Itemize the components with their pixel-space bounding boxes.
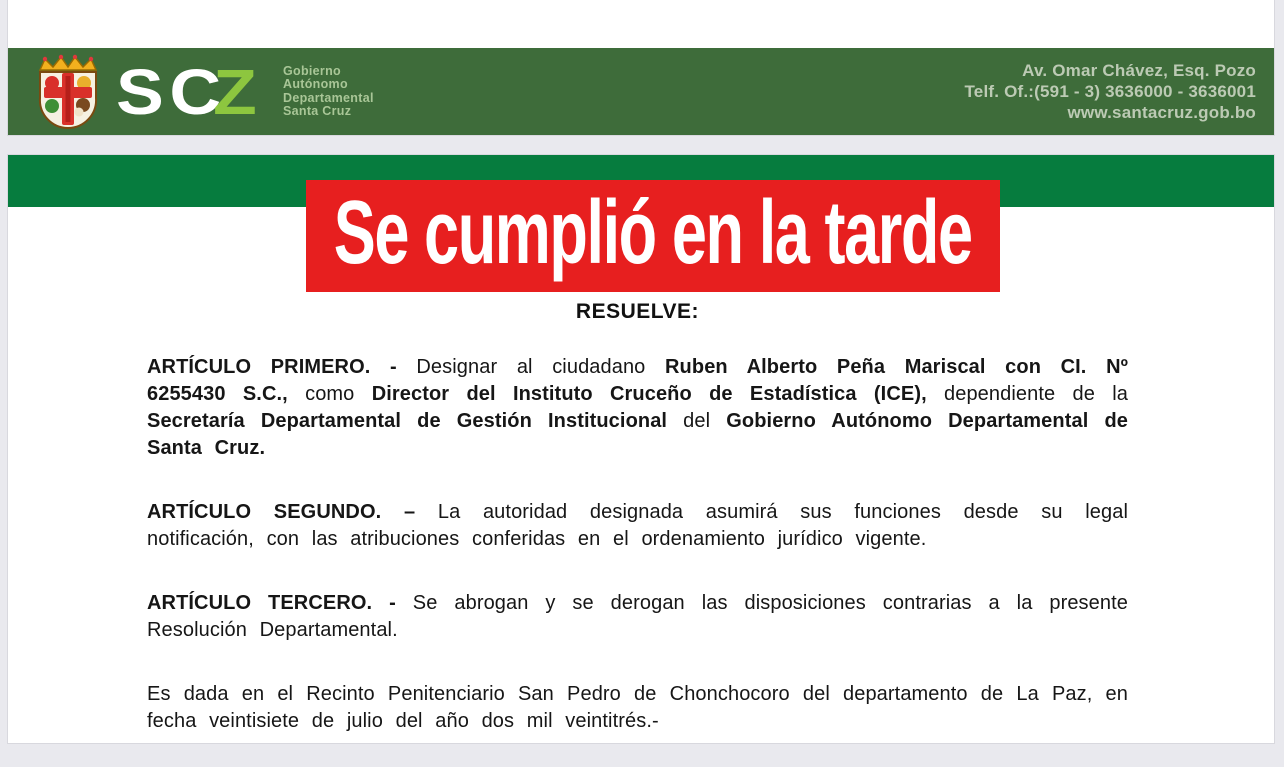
paragraph-segment: del [683,410,727,432]
letterhead-band [8,48,1274,135]
org-line: Departamental [283,90,374,105]
paragraph-bold-segment: Director del Instituto Cruceño de Estadística (ICE), [371,383,945,405]
document-paragraph [147,590,1128,644]
paragraph-segment: como [305,383,372,405]
org-line: Autónomo [283,77,348,91]
paragraph-bold-segment: Gobierno Autónomo Departamental de Santa Cruz. [147,410,1128,459]
paragraph-bold-segment: Secretaría Departamental de Gestión Institucional [147,410,684,432]
website-line: www.santacruz.gob.bo [1067,103,1256,122]
headline-text: Se cumplió en la tarde [334,182,972,283]
scz-logo-sc: SC [116,55,227,128]
address-line: Av. Omar Chávez, Esq. Pozo [1022,61,1256,80]
paragraph-segment: dependiente de la [944,383,1129,405]
paragraph-bold-segment: ARTÍCULO SEGUNDO. – [147,501,438,523]
paragraph-bold-segment: Ruben Alberto Peña Mariscal con CI. Nº 6255430 S.C., [147,356,1129,405]
paragraph-segment: Se abrogan y se derogan las disposiciones contrarias a la presente Resolución Departamental. [147,592,1128,641]
scz-logo-z: Z [212,55,263,128]
org-name [283,65,374,119]
document-paragraphs [147,354,1128,735]
document-page [8,155,1274,743]
document-heading: RESUELVE: [575,300,700,323]
document-body [147,300,1128,735]
paragraph-segment: Designar al ciudadano [416,356,666,378]
document-paragraph [147,354,1128,462]
paragraph-bold-segment: ARTÍCULO PRIMERO. - [147,356,417,378]
scz-logo [116,55,263,128]
document-paragraph [147,681,1128,735]
paragraph-bold-segment: ARTÍCULO TERCERO. - [147,592,413,614]
letterhead-sheet [8,0,1274,135]
org-line: Santa Cruz [283,104,352,118]
document-paragraph [147,499,1128,553]
paragraph-segment: La autoridad designada asumirá sus funciones desde su legal notificación, con las atribuciones conferidas en el ordenamiento jurídico vigente. [147,501,1129,550]
phone-line: Telf. Of.:(591 - 3) 3636000 - 3636001 [964,82,1256,101]
paragraph-segment: Es dada en el Recinto Penitenciario San Pedro de Chonchocoro del departamento de La Paz, en fecha veintisiete de julio del año dos mil veintitrés.- [147,683,1128,732]
headline-banner [306,180,1000,292]
coat-of-arms-icon [28,54,108,130]
contact-block [964,60,1256,123]
org-line: Gobierno [283,63,341,78]
